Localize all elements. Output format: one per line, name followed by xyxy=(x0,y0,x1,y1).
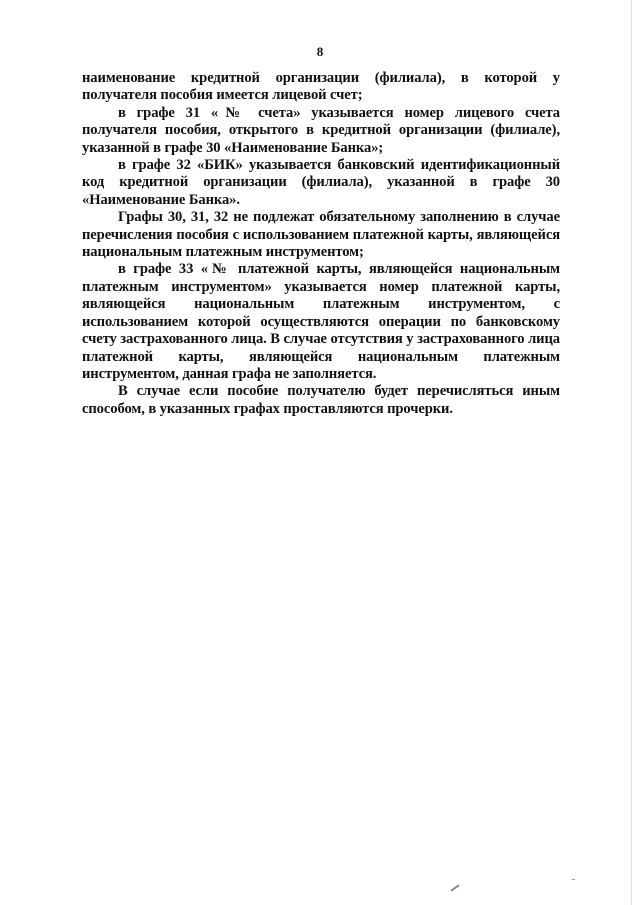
paragraph-field-33: в графе 33 «№ платежной карты, являющейся национальным платежным инструментом» указывается номер платежной карты, являющейся национальным платежным инструментом, с использованием которой осуществляются операции по банковскому счету застрахованного лица. В случае отсутствия у застрахованного лица платежной карты, являющейся национальным платежным инструментом, данная графа не заполняется. xyxy=(82,261,560,382)
paragraph-other-method: В случае если пособие получателю будет перечисляться иным способом, в указанных графах проставляются прочерки. xyxy=(82,383,560,417)
paragraph-field-32: в графе 32 «БИК» указывается банковский идентификационный код кредитной организации (филиала), указанной в графе 30 «Наименование Банка». xyxy=(82,157,560,208)
paragraph-fields-30-32-optional: Графы 30, 31, 32 не подлежат обязательному заполнению в случае перечисления пособия с использованием платежной карты, являющейся национальным платежным инструментом; xyxy=(82,209,560,261)
paragraph-field-31: в графе 31 «№ счета» указывается номер лицевого счета получателя пособия, открытого в кредитной организации (филиале), указанной в графе 30 «Наименование Банка»; xyxy=(82,104,560,156)
page-edge-line xyxy=(631,0,632,905)
document-body xyxy=(82,70,560,418)
scan-mark xyxy=(450,884,459,891)
scan-dot xyxy=(572,879,575,880)
page-number: 8 xyxy=(316,44,324,59)
paragraph-credit-organization: наименование кредитной организации (филиала), в которой у получателя пособия имеется лицевой счет; xyxy=(82,70,560,104)
